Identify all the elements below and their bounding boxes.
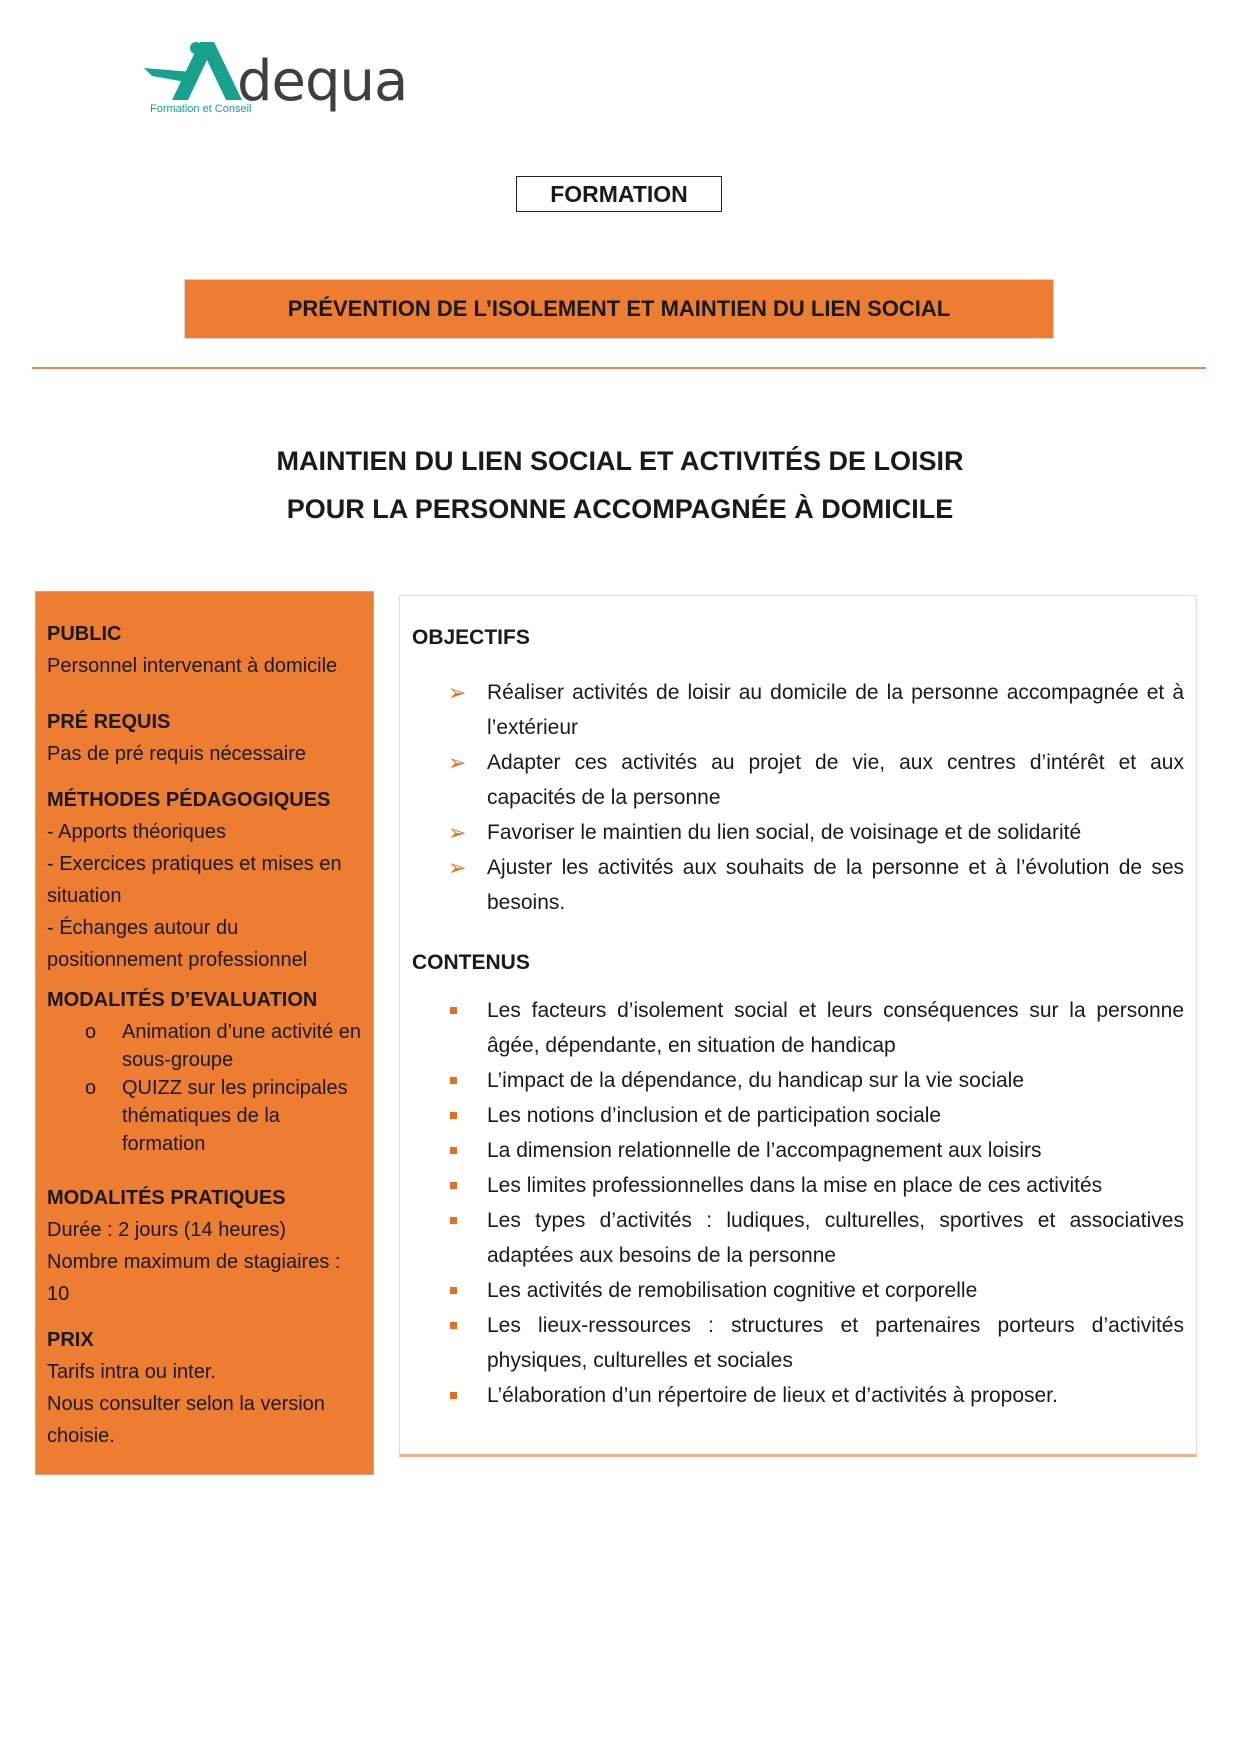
square-bullet-icon	[450, 1182, 457, 1189]
price-heading: PRIX	[47, 1329, 94, 1351]
content-item: L’impact de la dépendance, du handicap sur la vie sociale	[412, 1063, 1184, 1098]
arrow-bullet-icon: ➢	[448, 855, 467, 880]
objective-item: ➢ Favoriser le maintien du lien social, de voisinage et de solidarité	[412, 815, 1184, 850]
content-item: Les notions d’inclusion et de participation sociale	[412, 1098, 1184, 1133]
objective-item: ➢ Adapter ces activités au projet de vie, aux centres d’intérêt et aux capacités de la personne	[412, 745, 1184, 815]
methods-item: - Échanges autour du positionnement professionnel	[47, 917, 308, 971]
arrow-bullet-icon: ➢	[448, 820, 467, 845]
training-banner: PRÉVENTION DE L’ISOLEMENT ET MAINTIEN DU LIEN SOCIAL	[184, 279, 1054, 339]
logo-wordmark: dequa	[237, 49, 408, 114]
content-item: La dimension relationnelle de l’accompagnement aux loisirs	[412, 1133, 1184, 1168]
square-bullet-icon	[450, 1217, 457, 1224]
practical-heading: MODALITÉS PRATIQUES	[47, 1187, 286, 1209]
evaluation-list	[47, 1018, 363, 1158]
page-title-line2: POUR LA PERSONNE ACCOMPAGNÉE À DOMICILE	[286, 494, 954, 524]
public-heading: PUBLIC	[47, 623, 122, 645]
objective-item: ➢ Ajuster les activités aux souhaits de la personne et à l’évolution de ses besoins.	[412, 850, 1184, 920]
info-sidebar	[35, 591, 374, 1475]
square-bullet-icon	[450, 1287, 457, 1294]
objectives-heading: OBJECTIFS	[412, 626, 530, 649]
page-title	[120, 437, 1120, 533]
prereq-heading: PRÉ REQUIS	[47, 711, 171, 733]
objective-item: ➢ Réaliser activités de loisir au domicile de la personne accompagnée et à l’extérieur	[412, 675, 1184, 745]
contents-heading: CONTENUS	[412, 951, 530, 974]
methods-item: - Exercices pratiques et mises en situation	[47, 853, 342, 907]
adequa-logo	[142, 38, 408, 120]
practical-max-trainees: Nombre maximum de stagiaires : 10	[47, 1251, 341, 1305]
price-text: Nous consulter selon la version choisie.	[47, 1393, 325, 1447]
methods-item: - Apports théoriques	[47, 821, 226, 843]
formation-label: FORMATION	[516, 176, 722, 212]
header-divider	[32, 367, 1206, 369]
square-bullet-icon	[450, 1112, 457, 1119]
evaluation-item: o Animation d’une activité en sous-groupe	[85, 1021, 362, 1071]
prereq-text: Pas de pré requis nécessaire	[47, 743, 307, 765]
content-item: L’élaboration d’un répertoire de lieux et d’activités à proposer.	[412, 1378, 1184, 1413]
square-bullet-icon	[450, 1007, 457, 1014]
content-item: Les lieux-ressources : structures et partenaires porteurs d’activités physiques, culturelles et sociales	[412, 1308, 1184, 1378]
adequa-logo-mark-icon	[142, 38, 252, 108]
content-item: Les activités de remobilisation cognitive et corporelle	[412, 1273, 1184, 1308]
content-item: Les limites professionnelles dans la mise en place de ces activités	[412, 1168, 1184, 1203]
square-bullet-icon	[450, 1077, 457, 1084]
square-bullet-icon	[450, 1392, 457, 1399]
content-item: Les facteurs d’isolement social et leurs conséquences sur la personne âgée, dépendante, en situation de handicap	[412, 993, 1184, 1063]
content-item: Les types d’activités : ludiques, culturelles, sportives et associatives adaptées aux besoins de la personne	[412, 1203, 1184, 1273]
arrow-bullet-icon: ➢	[448, 680, 467, 705]
page-title-line1: MAINTIEN DU LIEN SOCIAL ET ACTIVITÉS DE LOISIR	[276, 446, 964, 476]
evaluation-item: o QUIZZ sur les principales thématiques de la formation	[85, 1077, 348, 1155]
arrow-bullet-icon: ➢	[448, 750, 467, 775]
content-panel	[399, 595, 1197, 1457]
logo-tagline: Formation et Conseil	[150, 103, 252, 115]
practical-duration: Durée : 2 jours (14 heures)	[47, 1219, 287, 1241]
contents-list	[412, 993, 1184, 1413]
evaluation-heading: MODALITÉS D’EVALUATION	[47, 989, 318, 1011]
price-text: Tarifs intra ou inter.	[47, 1361, 216, 1383]
public-text: Personnel intervenant à domicile	[47, 655, 338, 677]
methods-heading: MÉTHODES PÉDAGOGIQUES	[47, 789, 331, 811]
square-bullet-icon	[450, 1322, 457, 1329]
square-bullet-icon	[450, 1147, 457, 1154]
objectives-list	[412, 675, 1184, 920]
